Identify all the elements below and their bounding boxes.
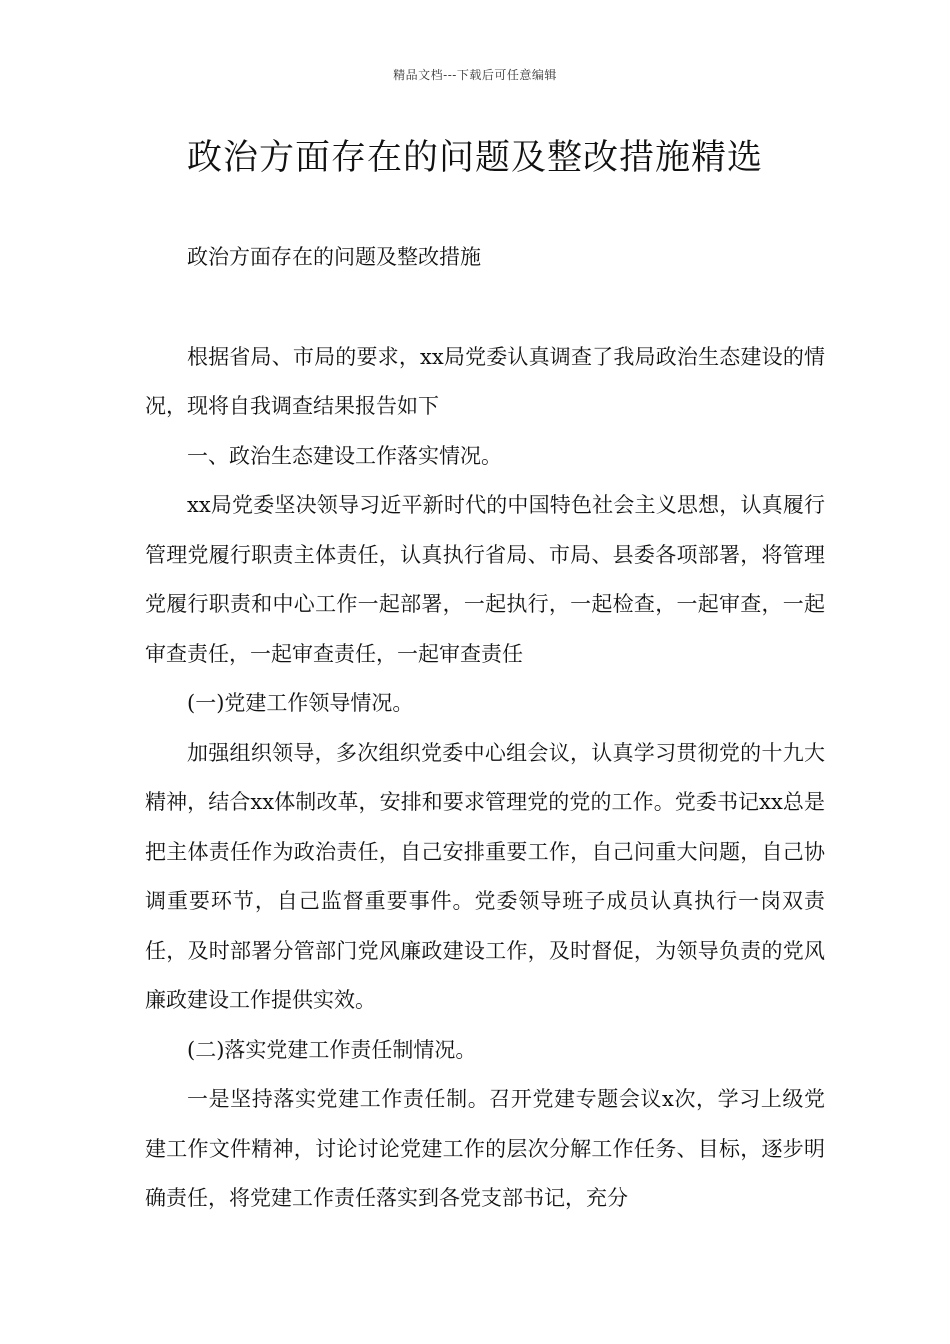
body-paragraph: 加强组织领导，多次组织党委中心组会议，认真学习贯彻党的十九大精神，结合xx体制改革，安排和要求管理党的党的工作。党委书记xx总是把主体责任作为政治责任，自己安排重要工作，自己问重大问题，自己协调重要环节，自己监督重要事件。党委领导班子成员认真执行一岗双责任，及时部署分管部门党风廉政建设工作，及时督促，为领导负责的党风廉政建设工作提供实效。	[145, 740, 825, 1012]
body-paragraph: 一是坚持落实党建工作责任制。召开党建专题会议x次，学习上级党建工作文件精神，讨论讨论党建工作的层次分解工作任务、目标，逐步明确责任，将党建工作责任落实到各党支部书记，充分	[145, 1087, 825, 1210]
document-title: 政治方面存在的问题及整改措施精选	[186, 138, 763, 178]
document-body	[145, 233, 825, 1224]
subsection-heading-2: (二)落实党建工作责任制情况。	[187, 1037, 477, 1062]
subsection-heading-1: (一)党建工作领导情况。	[187, 691, 414, 715]
section-heading-1: 一、政治生态建设工作落实情况。	[187, 443, 502, 468]
document-subtitle: 政治方面存在的问题及整改措施	[187, 245, 481, 269]
body-paragraph: xx局党委坚决领导习近平新时代的中国特色社会主义思想，认真履行管理党履行职责主体责任，认真执行省局、市局、县委各项部署，将管理党履行职责和中心工作一起部署，一起执行，一起检查，一起审查，一起审查责任，一起审查责任，一起审查责任	[145, 493, 825, 666]
intro-paragraph: 根据省局、市局的要求，xx局党委认真调查了我局政治生态建设的情况，现将自我调查结果报告如下	[145, 344, 825, 418]
page-header-note: 精品文档---下载后可任意编辑	[393, 68, 557, 82]
